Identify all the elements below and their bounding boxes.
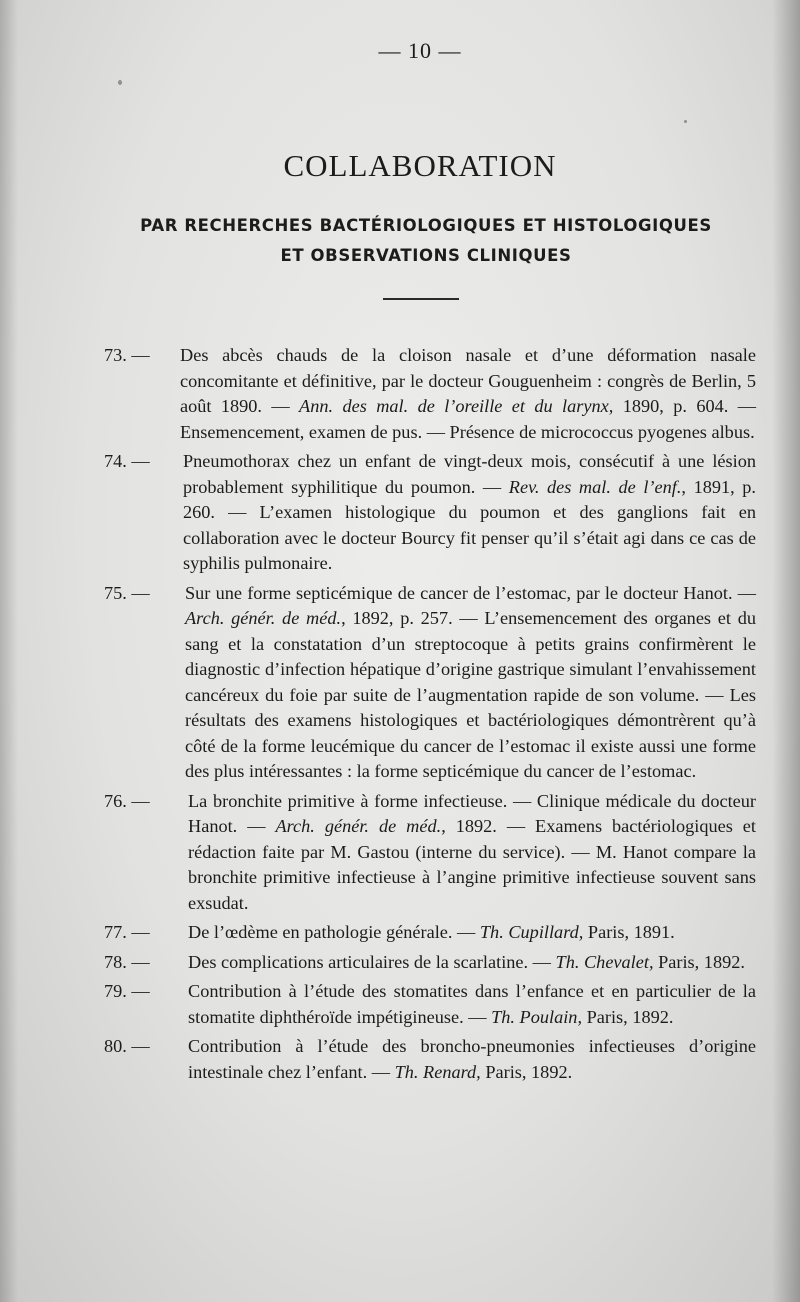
item-number: 73. — bbox=[104, 345, 150, 365]
item-number: 77. — bbox=[104, 922, 150, 942]
item-text: Sur une forme septicémique de cancer de l’estomac, par le docteur Hanot. — Arch. génér. de méd., 1892, p. 257. — L’ensemencement des organes et du sang et la constatation d’un streptocoque à petits grains confirmèrent le diagnostic d’infection hépatique d’origine gastrique simulant l’envahissement cancéreux du foie par suite de l’augmentation rapide de son volume. — Les résultats des examens histologiques et bactériologiques démontrèrent qu’à côté de la forme leucémique du cancer de l’estomac il existe aussi une forme des plus intéressantes : la forme septicémique du cancer de l’estomac. bbox=[185, 582, 756, 781]
item-number: 79. — bbox=[104, 981, 150, 1001]
publication-list bbox=[0, 343, 800, 1089]
item-text: Contribution à l’étude des broncho-pneumonies infectieuses d’origine intestinale chez l’enfant. — Th. Renard, Paris, 1892. bbox=[188, 1036, 756, 1082]
section-subtitle-line-1: PAR RECHERCHES BACTÉRIOLOGIQUES ET HISTOLOGIQUES bbox=[140, 216, 712, 235]
item-number: 78. — bbox=[104, 951, 150, 972]
ink-speck bbox=[118, 80, 122, 85]
list-item bbox=[0, 343, 800, 445]
page-number: — 10 — bbox=[378, 38, 462, 63]
ink-speck bbox=[684, 120, 687, 123]
list-item bbox=[0, 920, 800, 946]
list-item bbox=[0, 950, 800, 976]
item-text: Des complications articulaires de la scarlatine. — Th. Chevalet, Paris, 1892. bbox=[188, 951, 745, 972]
section-subtitle-line-2: ET OBSERVATIONS CLINIQUES bbox=[280, 246, 572, 265]
item-text: De l’œdème en pathologie générale. — Th. Cupillard, Paris, 1891. bbox=[188, 922, 675, 942]
item-text: Des abcès chauds de la cloison nasale et d’une déformation nasale concomitante et définitive, par le docteur Gouguenheim : congrès de Berlin, 5 août 1890. — Ann. des mal. de l’oreille et du larynx, 1890, p. 604. — Ensemencement, examen de pus. — Présence de micrococcus pyogenes albus. bbox=[180, 345, 756, 442]
item-number: 76. — bbox=[104, 790, 150, 811]
item-number: 80. — bbox=[104, 1036, 150, 1056]
list-item bbox=[0, 449, 800, 577]
item-number: 74. — bbox=[104, 451, 150, 471]
title-rule-divider bbox=[383, 298, 459, 300]
list-item bbox=[0, 789, 800, 917]
item-text: Pneumothorax chez un enfant de vingt-deux mois, consécutif à une lésion probablement syphilitique du poumon. — Rev. des mal. de l’enf., 1891, p. 260. — L’examen histologique du poumon et des ganglions fait en collaboration avec le docteur Bourcy fit penser qu’il s’était agi dans ce cas de syphilis pulmonaire. bbox=[183, 451, 756, 573]
item-number: 75. — bbox=[104, 582, 150, 603]
list-item bbox=[0, 1034, 800, 1085]
list-item bbox=[0, 581, 800, 785]
item-text: Contribution à l’étude des stomatites dans l’enfance et en particulier de la stomatite diphthéroïde impétigineuse. — Th. Poulain, Paris, 1892. bbox=[188, 981, 756, 1027]
section-title: COLLABORATION bbox=[283, 148, 557, 183]
list-item bbox=[0, 979, 800, 1030]
item-text: La bronchite primitive à forme infectieuse. — Clinique médicale du docteur Hanot. — Arch. génér. de méd., 1892. — Examens bactériologiques et rédaction faite par M. Gastou (interne du service). — M. Hanot compare la bronchite primitive infectieuse à l’angine primitive infectieuse souvent sans exsudat. bbox=[188, 790, 756, 913]
